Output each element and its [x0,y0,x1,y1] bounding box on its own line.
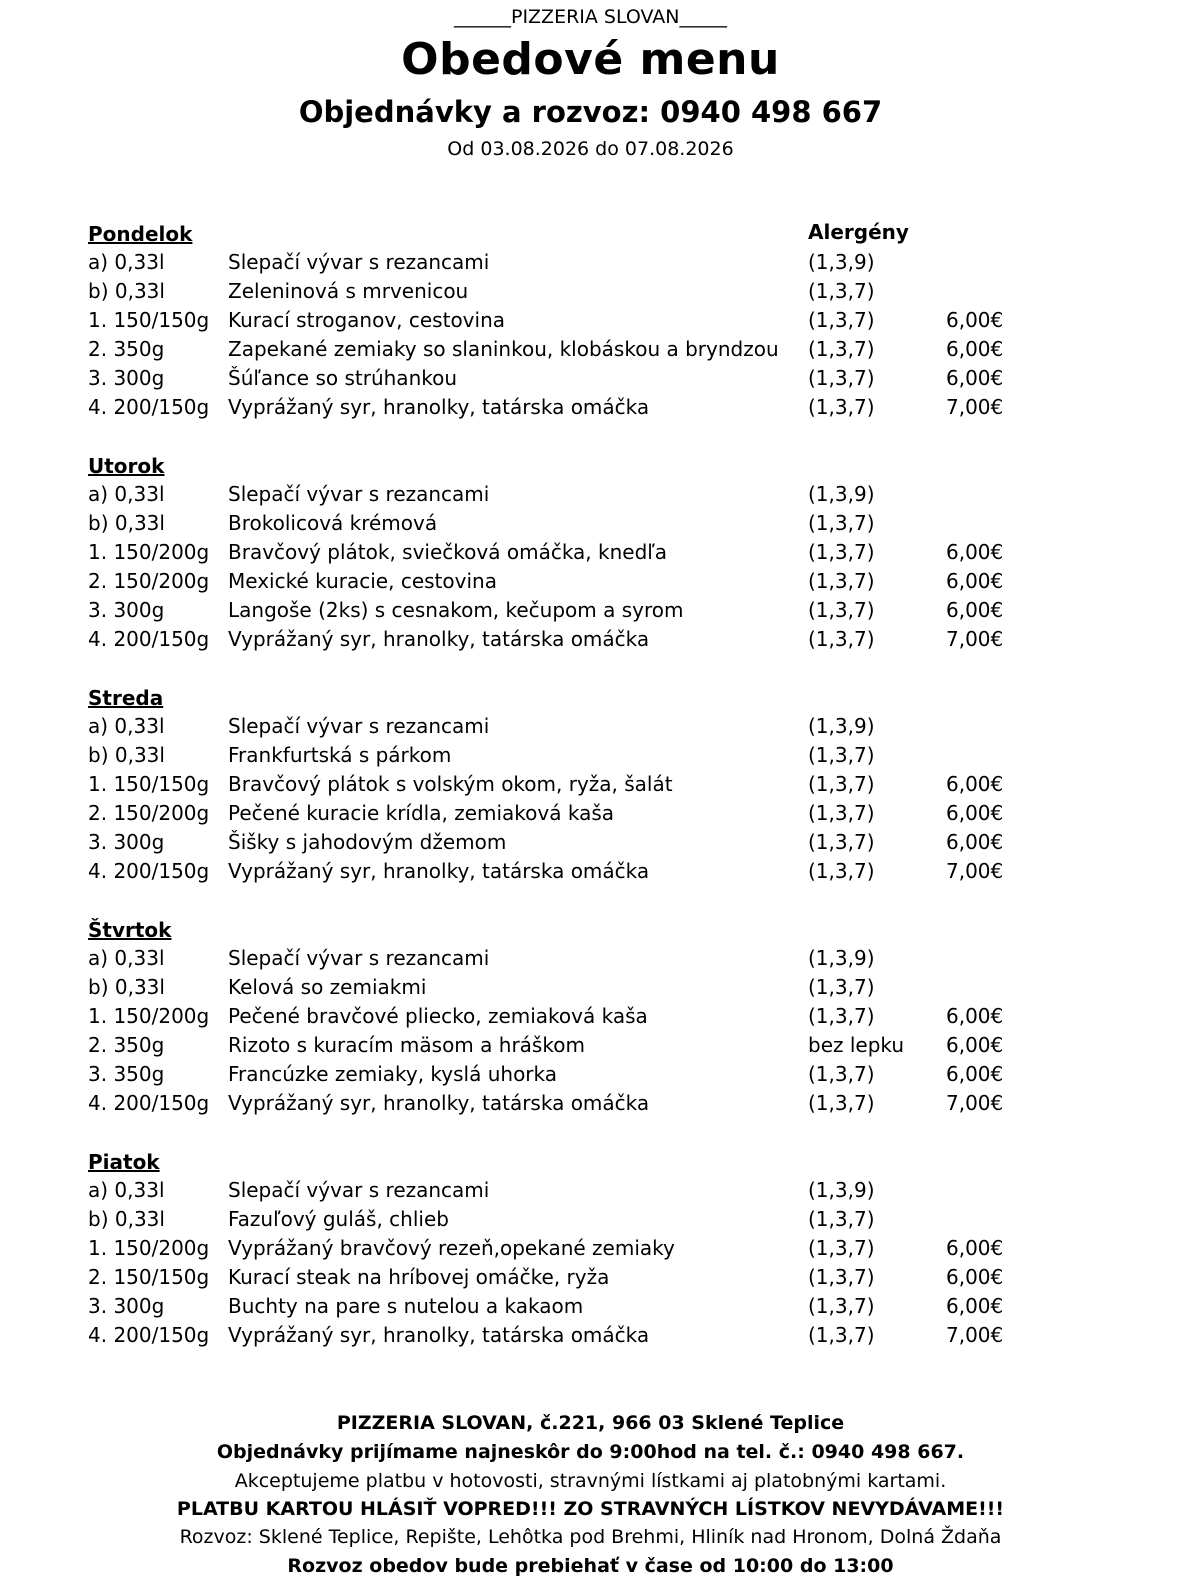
item-allergens: (1,3,7) [808,395,875,419]
item-allergens: (1,3,7) [808,975,875,999]
item-name: Vyprážaný syr, hranolky, tatárska omáčka [228,1091,650,1115]
item-allergens: (1,3,7) [808,540,875,564]
item-name: Vyprážaný syr, hranolky, tatárska omáčka [228,395,650,419]
item-portion: 2. 150/200g [88,801,210,825]
menu-title: Obedové menu [401,34,780,85]
item-price: 6,00€ [946,1265,1004,1289]
item-portion: a) 0,33l [88,946,165,970]
pizzeria-name-top: ______PIZZERIA SLOVAN_____ [453,6,728,28]
item-allergens: (1,3,7) [808,772,875,796]
item-allergens: (1,3,7) [808,830,875,854]
menu-item-row [88,248,1088,277]
allergens-header: Alergény [808,220,909,244]
menu-item-row [88,1234,1088,1263]
item-name: Šúľance so strúhankou [228,366,458,390]
item-allergens: (1,3,7) [808,1236,875,1260]
item-allergens: bez lepku [808,1033,905,1057]
item-name: Mexické kuracie, cestovina [228,569,497,593]
item-allergens: (1,3,7) [808,279,875,303]
item-price: 6,00€ [946,337,1004,361]
footer-delivery-time: Rozvoz obedov bude prebiehať v čase od 10:00 do 13:00 [287,1555,894,1577]
item-portion: b) 0,33l [88,511,165,535]
item-portion: b) 0,33l [88,743,165,767]
day-section [88,916,1088,1118]
item-allergens: (1,3,7) [808,1265,875,1289]
day-title: Piatok [88,1150,160,1174]
item-name: Vyprážaný bravčový rezeň,opekané zemiaky [228,1236,675,1260]
item-allergens: (1,3,9) [808,946,875,970]
item-name: Kurací stroganov, cestovina [228,308,506,332]
item-price: 6,00€ [946,772,1004,796]
item-price: 6,00€ [946,366,1004,390]
menu-item-row [88,509,1088,538]
item-price [946,509,1026,538]
item-portion: 3. 350g [88,1062,165,1086]
footer-delivery-area: Rozvoz: Sklené Teplice, Repište, Lehôtka pod Brehmi, Hliník nad Hronom, Dolná Ždaňa [179,1526,1002,1548]
day-title: Streda [88,686,164,710]
item-portion: b) 0,33l [88,975,165,999]
item-allergens: (1,3,7) [808,1294,875,1318]
item-price: 6,00€ [946,1004,1004,1028]
item-portion: 3. 300g [88,598,165,622]
menu-item-row [88,973,1088,1002]
item-price: 6,00€ [946,830,1004,854]
day-section [88,452,1088,654]
item-allergens: (1,3,7) [808,859,875,883]
item-price: 6,00€ [946,1062,1004,1086]
item-price: 7,00€ [946,395,1004,419]
item-portion: 4. 200/150g [88,395,210,419]
item-name: Slepačí vývar s rezancami [228,250,490,274]
item-portion: 1. 150/200g [88,1004,210,1028]
item-name: Bravčový plátok, sviečková omáčka, knedľa [228,540,668,564]
day-title: Utorok [88,454,165,478]
item-price: 6,00€ [946,308,1004,332]
item-portion: 4. 200/150g [88,1323,210,1347]
menu-item-row [88,277,1088,306]
menu-item-row [88,364,1088,393]
item-allergens: (1,3,7) [808,598,875,622]
menu-item-row [88,1292,1088,1321]
footer-payment: Akceptujeme platbu v hotovosti, stravnými lístkami aj platobnými kartami. [234,1470,947,1492]
item-allergens: (1,3,7) [808,308,875,332]
item-portion: a) 0,33l [88,1178,165,1202]
item-allergens: (1,3,7) [808,627,875,651]
item-price: 6,00€ [946,598,1004,622]
menu-item-row [88,393,1088,422]
menu-item-row [88,306,1088,335]
menu-item-row [88,828,1088,857]
item-portion: 2. 350g [88,1033,165,1057]
day-title: Štvrtok [88,918,172,942]
menu-item-row [88,944,1088,973]
date-range: Od 03.08.2026 do 07.08.2026 [447,138,734,160]
item-name: Šišky s jahodovým džemom [228,830,507,854]
item-price [946,480,1026,509]
item-allergens: (1,3,9) [808,482,875,506]
item-price: 7,00€ [946,859,1004,883]
item-allergens: (1,3,9) [808,714,875,738]
item-portion: 3. 300g [88,1294,165,1318]
item-allergens: (1,3,7) [808,801,875,825]
menu-item-row [88,1089,1088,1118]
item-name: Bravčový plátok s volským okom, ryža, šalát [228,772,673,796]
item-price [946,1176,1026,1205]
item-name: Pečené kuracie krídla, zemiaková kaša [228,801,615,825]
menu-item-row [88,335,1088,364]
item-name: Kelová so zemiakmi [228,975,427,999]
menu-item-row [88,1031,1088,1060]
item-name: Vyprážaný syr, hranolky, tatárska omáčka [228,627,650,651]
item-name: Slepačí vývar s rezancami [228,714,490,738]
item-name: Brokolicová krémová [228,511,438,535]
item-name: Kurací steak na hríbovej omáčke, ryža [228,1265,610,1289]
menu-item-row [88,857,1088,886]
item-portion: 2. 150/200g [88,569,210,593]
item-portion: 4. 200/150g [88,859,210,883]
item-price [946,248,1026,277]
menu-item-row [88,741,1088,770]
order-phone-line: Objednávky a rozvoz: 0940 498 667 [298,95,883,129]
menu-item-row [88,712,1088,741]
item-name: Rizoto s kuracím mäsom a hráškom [228,1033,585,1057]
item-name: Zeleninová s mrvenicou [228,279,469,303]
item-allergens: (1,3,7) [808,1091,875,1115]
footer-address: PIZZERIA SLOVAN, č.221, 966 03 Sklené Teplice [336,1412,845,1434]
item-portion: 2. 350g [88,337,165,361]
menu-item-row [88,770,1088,799]
item-price: 7,00€ [946,627,1004,651]
item-allergens: (1,3,7) [808,1062,875,1086]
item-price: 6,00€ [946,801,1004,825]
day-section [88,220,1088,422]
menu-item-row [88,1263,1088,1292]
menu-item-row [88,480,1088,509]
item-portion: a) 0,33l [88,482,165,506]
item-allergens: (1,3,9) [808,250,875,274]
item-portion: 4. 200/150g [88,1091,210,1115]
item-portion: b) 0,33l [88,279,165,303]
item-price: 6,00€ [946,1294,1004,1318]
item-allergens: (1,3,7) [808,337,875,361]
item-name: Francúzke zemiaky, kyslá uhorka [228,1062,558,1086]
day-section [88,684,1088,886]
item-name: Slepačí vývar s rezancami [228,1178,490,1202]
item-allergens: (1,3,9) [808,1178,875,1202]
item-price: 6,00€ [946,569,1004,593]
menu-item-row [88,1321,1088,1350]
item-portion: 1. 150/200g [88,540,210,564]
item-allergens: (1,3,7) [808,743,875,767]
item-price [946,712,1026,741]
item-portion: a) 0,33l [88,250,165,274]
item-price [946,944,1026,973]
item-portion: 1. 150/150g [88,772,210,796]
menu-item-row [88,1205,1088,1234]
menu-item-row [88,1002,1088,1031]
item-portion: b) 0,33l [88,1207,165,1231]
item-portion: 2. 150/150g [88,1265,210,1289]
item-price: 6,00€ [946,540,1004,564]
item-portion: 1. 150/200g [88,1236,210,1260]
item-name: Buchty na pare s nutelou a kakaom [228,1294,584,1318]
item-price [946,741,1026,770]
menu-item-row [88,799,1088,828]
item-price: 7,00€ [946,1091,1004,1115]
item-portion: 4. 200/150g [88,627,210,651]
day-title: Pondelok [88,222,193,246]
item-portion: 1. 150/150g [88,308,210,332]
menu-item-row [88,538,1088,567]
item-allergens: (1,3,7) [808,511,875,535]
item-name: Vyprážaný syr, hranolky, tatárska omáčka [228,859,650,883]
weekly-menu [88,220,1088,1380]
menu-item-row [88,596,1088,625]
item-portion: 3. 300g [88,366,165,390]
item-allergens: (1,3,7) [808,1323,875,1347]
item-name: Slepačí vývar s rezancami [228,482,490,506]
item-allergens: (1,3,7) [808,1004,875,1028]
item-allergens: (1,3,7) [808,1207,875,1231]
footer-card-notice: PLATBU KARTOU HLÁSIŤ VOPRED!!! ZO STRAVNÝCH LÍSTKOV NEVYDÁVAME!!! [176,1498,1005,1520]
item-name: Slepačí vývar s rezancami [228,946,490,970]
item-price [946,1205,1026,1234]
menu-item-row [88,1060,1088,1089]
menu-item-row [88,625,1088,654]
item-name: Vyprážaný syr, hranolky, tatárska omáčka [228,1323,650,1347]
item-price: 6,00€ [946,1033,1004,1057]
menu-item-row [88,1176,1088,1205]
item-name: Langoše (2ks) s cesnakom, kečupom a syrom [228,598,684,622]
item-price: 7,00€ [946,1323,1004,1347]
item-name: Pečené bravčové pliecko, zemiaková kaša [228,1004,648,1028]
item-name: Zapekané zemiaky so slaninkou, klobáskou a bryndzou [228,337,779,361]
footer-order-deadline: Objednávky prijímame najneskôr do 9:00hod na tel. č.: 0940 498 667. [216,1441,965,1463]
item-name: Fazuľový guláš, chlieb [228,1207,449,1231]
item-price: 6,00€ [946,1236,1004,1260]
menu-item-row [88,567,1088,596]
item-portion: 3. 300g [88,830,165,854]
item-price [946,277,1026,306]
item-allergens: (1,3,7) [808,366,875,390]
day-section [88,1148,1088,1350]
item-allergens: (1,3,7) [808,569,875,593]
item-price [946,973,1026,1002]
item-name: Frankfurtská s párkom [228,743,452,767]
item-portion: a) 0,33l [88,714,165,738]
